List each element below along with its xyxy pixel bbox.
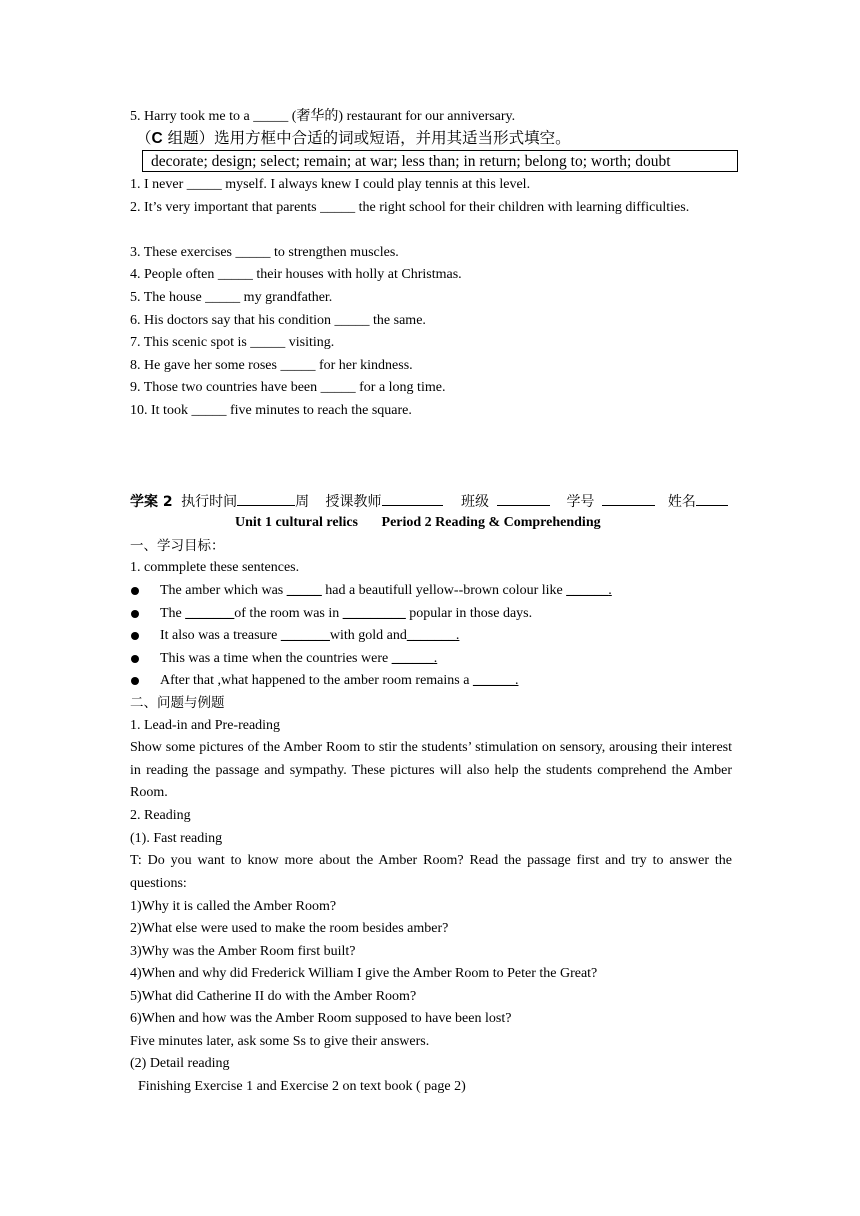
question-c7: 7. This scenic spot is _____ visiting. — [130, 335, 335, 350]
teacher-label: 授课教师 — [325, 494, 382, 510]
question-c6: 6. His doctors say that his condition _____ the same. — [130, 313, 426, 328]
lesson-header — [130, 491, 728, 511]
question-c1: 1. I never _____ myself. I always knew I could play tennis at this level. — [130, 177, 531, 192]
bullet-dot-icon — [131, 632, 139, 640]
class-blank[interactable] — [497, 491, 550, 506]
instruction-prefix: （ — [136, 129, 152, 147]
bullet-dot-icon — [131, 677, 139, 685]
lead-in-text: Show some pictures of the Amber Room to stir the students’ stimulation on sensory, arousing their interest in reading the passage and sympathy. These pictures will also help the students comprehend the Amber Room. — [130, 740, 732, 801]
name-blank[interactable] — [696, 491, 728, 506]
fast-reading-title: (1). Fast reading — [130, 831, 223, 846]
instruction-text: 组题）选用方框中合适的词或短语，并用其适当形式填空。 — [162, 129, 571, 147]
reading-question: 3)Why was the Amber Room first built? — [130, 944, 356, 959]
reading-title: 2. Reading — [130, 808, 191, 823]
bullet-item — [130, 582, 732, 600]
student-no-label: 学号 — [566, 494, 595, 510]
lead-in-title: 1. Lead-in and Pre-reading — [130, 718, 281, 733]
question-c9: 9. Those two countries have been _____ for a long time. — [130, 380, 446, 395]
exercise-note: Finishing Exercise 1 and Exercise 2 on text book ( page 2) — [138, 1079, 466, 1094]
week-label: 周 — [295, 494, 310, 510]
bullet-item — [130, 672, 732, 690]
objectives-heading: 一、学习目标： — [130, 538, 225, 554]
reading-question: 1)Why it is called the Amber Room? — [130, 899, 337, 914]
five-minutes-note: Five minutes later, ask some Ss to give their answers. — [130, 1034, 430, 1049]
lesson-label: 学案 2 — [130, 494, 173, 510]
reading-question: 2)What else were used to make the room besides amber? — [130, 921, 449, 936]
question-c3: 3. These exercises _____ to strengthen muscles. — [130, 245, 399, 260]
name-label: 姓名 — [667, 494, 696, 510]
word-box: decorate; design; select; remain; at war; less than; in return; belong to; worth; doubt — [142, 150, 738, 172]
question-b5: 5. Harry took me to a _____ (奢华的) restaurant for our anniversary. — [130, 109, 516, 124]
student-no-blank[interactable] — [602, 491, 655, 506]
question-c5: 5. The house _____ my grandfather. — [130, 290, 333, 305]
question-c10: 10. It took _____ five minutes to reach the square. — [130, 403, 412, 418]
teacher-blank[interactable] — [382, 491, 443, 506]
bullet-text: After that ,what happened to the amber room remains a ______. — [160, 673, 519, 688]
bullet-text: The amber which was _____ had a beautifull yellow--brown colour like ______. — [160, 583, 612, 598]
question-c4: 4. People often _____ their houses with holly at Christmas. — [130, 267, 462, 282]
question-c2: 2. It’s very important that parents _____ the right school for their children with learning difficulties. — [130, 200, 690, 215]
bullet-text: The _______of the room was in _________ popular in those days. — [160, 606, 533, 621]
bullet-dot-icon — [131, 655, 139, 663]
reading-question: 5)What did Catherine II do with the Amber Room? — [130, 989, 417, 1004]
detail-reading-title: (2) Detail reading — [130, 1056, 230, 1071]
teacher-prompt: T: Do you want to know more about the Amber Room? Read the passage first and try to answer the questions: — [130, 853, 732, 891]
reading-question: 6)When and how was the Amber Room supposed to have been lost? — [130, 1011, 512, 1026]
reading-question: 4)When and why did Frederick William I give the Amber Room to Peter the Great? — [130, 966, 598, 981]
objectives-intro: 1. commplete these sentences. — [130, 560, 300, 575]
lesson-title — [235, 514, 601, 532]
bullet-text: This was a time when the countries were ______. — [160, 651, 438, 666]
bullet-text: It also was a treasure _______with gold and_______. — [160, 628, 460, 643]
exec-time-blank[interactable] — [237, 491, 295, 506]
bullet-item — [130, 627, 732, 645]
class-label: 班级 — [460, 494, 489, 510]
section-c-instruction — [136, 129, 571, 148]
exec-time-label: 执行时间 — [181, 494, 238, 510]
bullet-item — [130, 650, 732, 668]
group-letter: C — [151, 130, 163, 147]
bullet-item — [130, 605, 732, 623]
bullet-dot-icon — [131, 587, 139, 595]
bullet-dot-icon — [131, 610, 139, 618]
question-c8: 8. He gave her some roses _____ for her kindness. — [130, 358, 413, 373]
period-title: Period 2 Reading & Comprehending — [381, 515, 601, 530]
problems-heading: 二、问题与例题 — [130, 695, 225, 711]
unit-title: Unit 1 cultural relics — [235, 515, 359, 530]
